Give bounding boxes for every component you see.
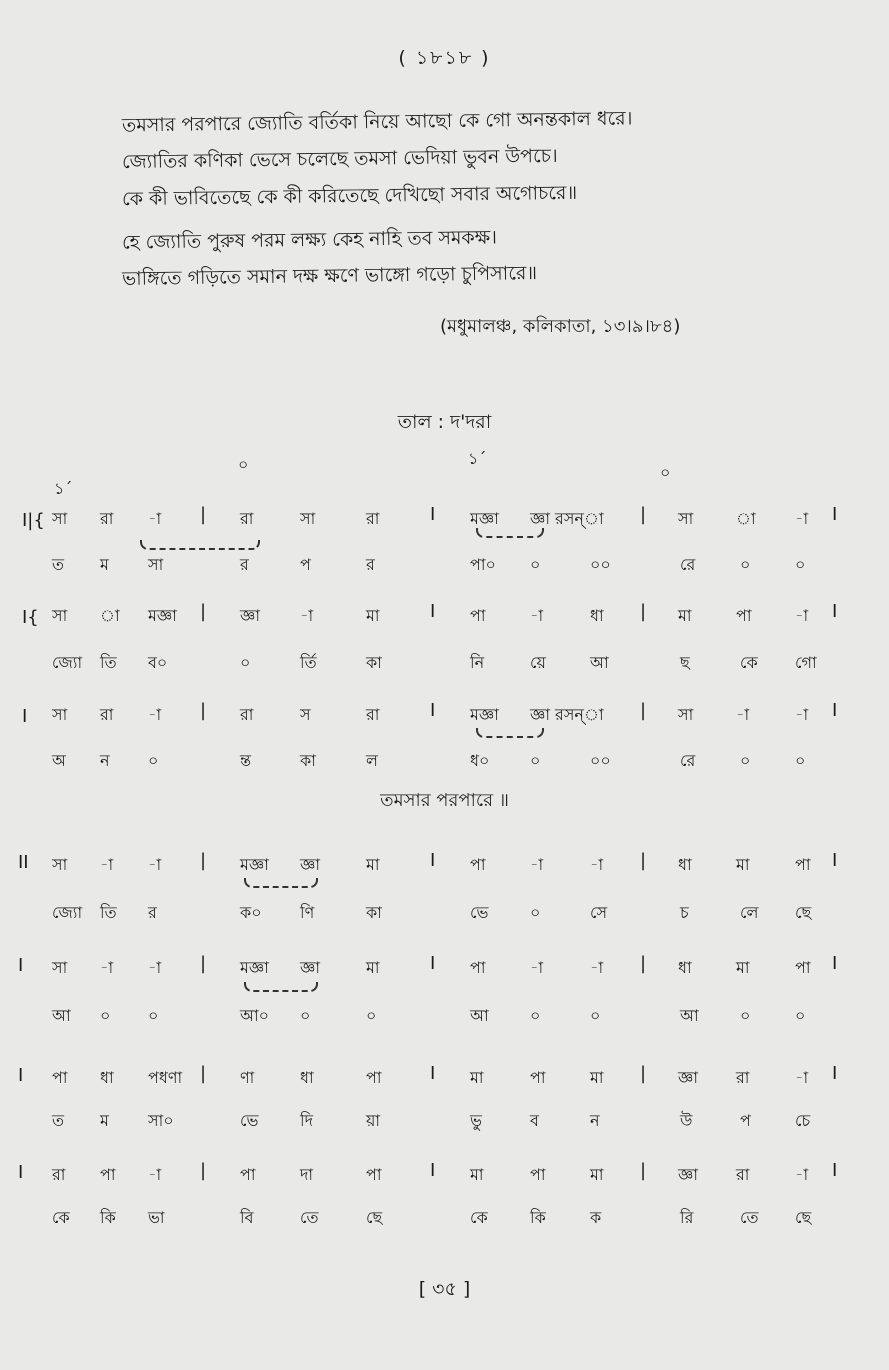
lyric-cell: চ — [680, 903, 689, 922]
tala-title: তাল : দ'দরা — [397, 411, 492, 433]
note-cell: মা — [736, 958, 750, 977]
verse-line-5: ভাঙ্গিতে গড়িতে সমান দক্ষ ক্ষণে ভাঙ্গো গড়ো চুপিসারে॥ — [121, 262, 538, 290]
note-cell: পা — [366, 1165, 382, 1184]
lyric-cell: কি — [530, 1208, 546, 1227]
note-cell: দা — [300, 1165, 314, 1184]
note-cell: -া — [530, 606, 544, 625]
lyric-cell: ০ — [100, 1006, 111, 1025]
lyric-cell: ছ — [680, 653, 690, 672]
lyric-cell: ক — [590, 1208, 602, 1227]
lyric-cell: ভা — [148, 1208, 165, 1227]
lyric-cell: ছে — [366, 1208, 383, 1227]
row-start-mark: I — [18, 1065, 24, 1086]
lyric-cell: ০ — [530, 555, 541, 574]
lyric-cell: আ — [470, 1006, 489, 1025]
lyric-cell: সা — [148, 555, 164, 574]
lyric-cell: ০ — [740, 1006, 751, 1025]
slur-mark — [244, 982, 318, 992]
bar-line: | — [640, 1063, 647, 1084]
note-cell: পা — [52, 1068, 68, 1087]
slur-mark — [140, 540, 260, 550]
lyric-cell: ০ — [530, 1006, 541, 1025]
lyric-cell: র — [366, 555, 375, 574]
lyric-cell: ল — [366, 751, 378, 770]
note-cell: া — [100, 606, 120, 625]
note-cell: পা — [366, 1068, 382, 1087]
note-cell: -া — [795, 1165, 809, 1184]
lyric-cell: তে — [300, 1208, 319, 1227]
note-cell: পা — [470, 606, 486, 625]
note-cell: রা — [366, 509, 380, 528]
note-cell: মা — [590, 1068, 604, 1087]
lyric-cell: প — [740, 1111, 751, 1130]
lyric-cell: আ — [52, 1006, 71, 1025]
lyric-cell: ব — [530, 1111, 539, 1130]
note-cell: -া — [590, 958, 604, 977]
note-cell: া — [736, 509, 756, 528]
note-cell: -া — [148, 958, 162, 977]
lyric-cell: ম — [100, 1111, 109, 1130]
row-start-mark: I — [22, 706, 28, 727]
verse-line-3: কে কী ভাবিতেছে কে কী করিতেছে দেখিছো সবার অগোচরে॥ — [121, 181, 578, 211]
note-cell: সা — [52, 509, 68, 528]
lyric-cell: আ০ — [240, 1006, 270, 1025]
lyric-cell: কি — [100, 1208, 116, 1227]
source-citation: (মধুমালঞ্চ, কলিকাতা, ১৩।৯।৮৪) — [440, 316, 681, 337]
lyric-cell: ০ — [300, 1006, 311, 1025]
note-cell: জ্ঞা — [678, 1068, 698, 1087]
lyric-cell: গো — [795, 653, 817, 672]
note-cell: পধণা — [148, 1068, 183, 1087]
lyric-cell: আ — [680, 1006, 699, 1025]
lyric-cell: কে — [470, 1208, 488, 1227]
bar-line: I — [832, 953, 838, 974]
tala-mark-zero: ০ — [660, 463, 671, 482]
note-cell: রা — [736, 1068, 750, 1087]
note-cell: রা — [240, 705, 254, 724]
lyric-cell: ০ — [795, 555, 806, 574]
lyric-cell: য়া — [366, 1111, 381, 1130]
note-cell: -া — [530, 855, 544, 874]
note-cell: জ্ঞা — [678, 1165, 698, 1184]
note-cell: -া — [795, 705, 809, 724]
note-cell: -া — [590, 855, 604, 874]
note-cell: ধা — [678, 958, 692, 977]
note-cell: স — [300, 705, 311, 724]
lyric-cell: কা — [366, 903, 382, 922]
page-footer-number: [ ৩৫ ] — [418, 1278, 471, 1300]
row-start-mark: I|{ — [22, 510, 45, 531]
lyric-cell: ০ — [530, 903, 541, 922]
lyric-cell: ন — [590, 1111, 600, 1130]
refrain-line: তমসার পরপারে ॥ — [380, 790, 509, 811]
bar-line: I — [832, 850, 838, 871]
tala-mark-one: ১´ — [54, 479, 73, 498]
note-cell: -া — [530, 958, 544, 977]
note-cell: রা — [100, 705, 114, 724]
lyric-cell: রে — [680, 751, 696, 770]
lyric-cell: দি — [300, 1111, 313, 1130]
bar-line: I — [430, 601, 436, 622]
bar-line: I — [832, 504, 838, 525]
note-cell: মা — [366, 606, 380, 625]
bar-line: | — [200, 1160, 207, 1181]
bar-line: I — [832, 1063, 838, 1084]
bar-line: I — [430, 504, 436, 525]
lyric-cell: জ্যো — [52, 903, 83, 922]
bar-line: | — [640, 850, 647, 871]
lyric-cell: বি — [240, 1208, 254, 1227]
note-cell: মজ্ঞা — [240, 958, 269, 977]
row-start-mark: I — [18, 1162, 24, 1183]
note-cell: ধা — [100, 1068, 114, 1087]
note-cell: -া — [148, 1165, 162, 1184]
lyric-cell: অ — [52, 751, 66, 770]
note-cell: পা — [470, 958, 486, 977]
lyric-cell: কা — [366, 653, 382, 672]
bar-line: | — [640, 953, 647, 974]
lyric-cell: ম — [100, 555, 109, 574]
lyric-cell: নি — [470, 653, 485, 672]
tala-mark-zero: ০ — [238, 455, 249, 474]
note-cell: মজ্ঞা — [470, 509, 499, 528]
note-cell: -া — [100, 855, 114, 874]
note-cell: -া — [300, 606, 314, 625]
lyric-cell: ০ — [366, 1006, 377, 1025]
note-cell: -া — [148, 855, 162, 874]
note-cell: রা — [736, 1165, 750, 1184]
bar-line: I — [832, 1160, 838, 1181]
bar-line: I — [430, 700, 436, 721]
note-cell: -া — [795, 509, 809, 528]
lyric-cell: প — [300, 555, 311, 574]
note-cell: রা — [366, 705, 380, 724]
lyric-cell: ধ০ — [470, 751, 490, 770]
note-cell: ধা — [300, 1068, 314, 1087]
note-cell: রা — [240, 509, 254, 528]
verse-line-4: হে জ্যোতি পুরুষ পরম লক্ষ্য কেহ নাহি তব সমকক্ষ। — [121, 226, 498, 254]
lyric-cell: ভে — [240, 1111, 259, 1130]
lyric-cell: ০০ — [590, 555, 611, 574]
note-cell: পা — [470, 855, 486, 874]
lyric-cell: কে — [740, 653, 758, 672]
lyric-cell: সে — [590, 903, 608, 922]
bar-line: | — [200, 700, 207, 721]
row-start-mark: I{ — [22, 607, 39, 628]
note-cell: রা — [52, 1165, 66, 1184]
note-cell: পা — [530, 1068, 546, 1087]
lyric-cell: জ্যো — [52, 653, 83, 672]
note-cell: জ্ঞা রসন্‌া — [530, 705, 604, 724]
lyric-cell: ০ — [740, 751, 751, 770]
lyric-cell: য়ে — [530, 653, 546, 672]
lyric-cell: ০ — [740, 555, 751, 574]
bar-line: | — [200, 953, 207, 974]
note-cell: সা — [678, 705, 694, 724]
note-cell: সা — [52, 958, 68, 977]
lyric-cell: কে — [52, 1208, 70, 1227]
lyric-cell: ছে — [795, 1208, 812, 1227]
row-start-mark: II — [18, 852, 29, 873]
slur-mark — [476, 528, 544, 538]
lyric-cell: সা০ — [148, 1111, 174, 1130]
bar-line: | — [640, 700, 647, 721]
note-cell: মজ্ঞা — [470, 705, 499, 724]
lyric-cell: ক০ — [240, 903, 262, 922]
lyric-cell: ০ — [148, 1006, 159, 1025]
lyric-cell: ০০ — [590, 751, 611, 770]
lyric-cell: ন — [100, 751, 110, 770]
lyric-cell: ত — [52, 1111, 65, 1130]
lyric-cell: ছে — [795, 903, 812, 922]
note-cell: পা — [736, 606, 752, 625]
lyric-cell: ০ — [590, 1006, 601, 1025]
slur-mark — [244, 878, 318, 888]
note-cell: মজ্ঞা — [240, 855, 269, 874]
lyric-cell: র — [240, 555, 249, 574]
tala-mark-one: ১´ — [468, 449, 487, 468]
note-cell: রা — [100, 509, 114, 528]
note-cell: জ্ঞা — [300, 958, 320, 977]
bar-line: I — [430, 953, 436, 974]
lyric-cell: রি — [680, 1208, 694, 1227]
note-cell: মা — [366, 958, 380, 977]
lyric-cell: তে — [740, 1208, 759, 1227]
lyric-cell: তি — [100, 653, 117, 672]
note-cell: -া — [100, 958, 114, 977]
lyric-cell: ০ — [795, 751, 806, 770]
note-cell: পা — [240, 1165, 256, 1184]
bar-line: I — [430, 850, 436, 871]
lyric-cell: ০ — [240, 653, 251, 672]
note-cell: পা — [100, 1165, 116, 1184]
lyric-cell: ভে — [470, 903, 489, 922]
lyric-cell: লে — [740, 903, 759, 922]
lyric-cell: র্তি — [300, 653, 317, 672]
note-cell: ধা — [590, 606, 604, 625]
lyric-cell: ত — [52, 555, 65, 574]
lyric-cell: পা০ — [470, 555, 496, 574]
note-cell: সা — [678, 509, 694, 528]
note-cell: ণা — [240, 1068, 255, 1087]
verse-line-2: জ্যোতির কণিকা ভেসে চলেছে তমসা ভেদিয়া ভুবন উপচে। — [121, 144, 558, 174]
note-cell: -া — [148, 509, 162, 528]
lyric-cell: ০ — [148, 751, 159, 770]
note-cell: -া — [148, 705, 162, 724]
bar-line: | — [200, 850, 207, 871]
lyric-cell: র — [148, 903, 157, 922]
note-cell: সা — [52, 705, 68, 724]
bar-line: I — [430, 1160, 436, 1181]
verse-line-1: তমসার পরপারে জ্যোতি বর্তিকা নিয়ে আছো কে গো অনন্তকাল ধরে। — [121, 107, 633, 137]
note-cell: জ্ঞা — [240, 606, 260, 625]
note-cell: জ্ঞা — [300, 855, 320, 874]
note-cell: মা — [736, 855, 750, 874]
note-cell: -া — [795, 606, 809, 625]
lyric-cell: রে — [680, 555, 696, 574]
page-header-number: ( ১৮১৮ ) — [398, 47, 491, 69]
note-cell: মজ্ঞা — [148, 606, 177, 625]
note-cell: পা — [795, 958, 811, 977]
note-cell: মা — [470, 1165, 484, 1184]
note-cell: ধা — [678, 855, 692, 874]
bar-line: I — [430, 1063, 436, 1084]
note-cell: মা — [678, 606, 692, 625]
lyric-cell: তি — [100, 903, 117, 922]
lyric-cell: ০ — [795, 1006, 806, 1025]
bar-line: | — [640, 1160, 647, 1181]
bar-line: | — [640, 504, 647, 525]
note-cell: -া — [795, 1068, 809, 1087]
note-cell: পা — [795, 855, 811, 874]
slur-mark — [476, 728, 544, 738]
lyric-cell: উ — [680, 1111, 693, 1130]
bar-line: I — [832, 700, 838, 721]
bar-line: | — [200, 504, 207, 525]
note-cell: জ্ঞা রসন্‌া — [530, 509, 604, 528]
bar-line: | — [640, 601, 647, 622]
lyric-cell: ০ — [530, 751, 541, 770]
lyric-cell: চে — [795, 1111, 811, 1130]
lyric-cell: ণি — [300, 903, 315, 922]
note-cell: সা — [52, 855, 68, 874]
note-cell: সা — [300, 509, 316, 528]
note-cell: মা — [366, 855, 380, 874]
lyric-cell: আ — [590, 653, 609, 672]
lyric-cell: ন্ত — [240, 751, 252, 770]
lyric-cell: কা — [300, 751, 316, 770]
note-cell: মা — [470, 1068, 484, 1087]
lyric-cell: ব০ — [148, 653, 168, 672]
note-cell: পা — [530, 1165, 546, 1184]
row-start-mark: I — [18, 955, 24, 976]
note-cell: মা — [590, 1165, 604, 1184]
lyric-cell: ভু — [470, 1111, 482, 1130]
bar-line: | — [200, 1063, 207, 1084]
note-cell: -া — [736, 705, 750, 724]
bar-line: I — [832, 601, 838, 622]
note-cell: সা — [52, 606, 68, 625]
bar-line: | — [200, 601, 207, 622]
